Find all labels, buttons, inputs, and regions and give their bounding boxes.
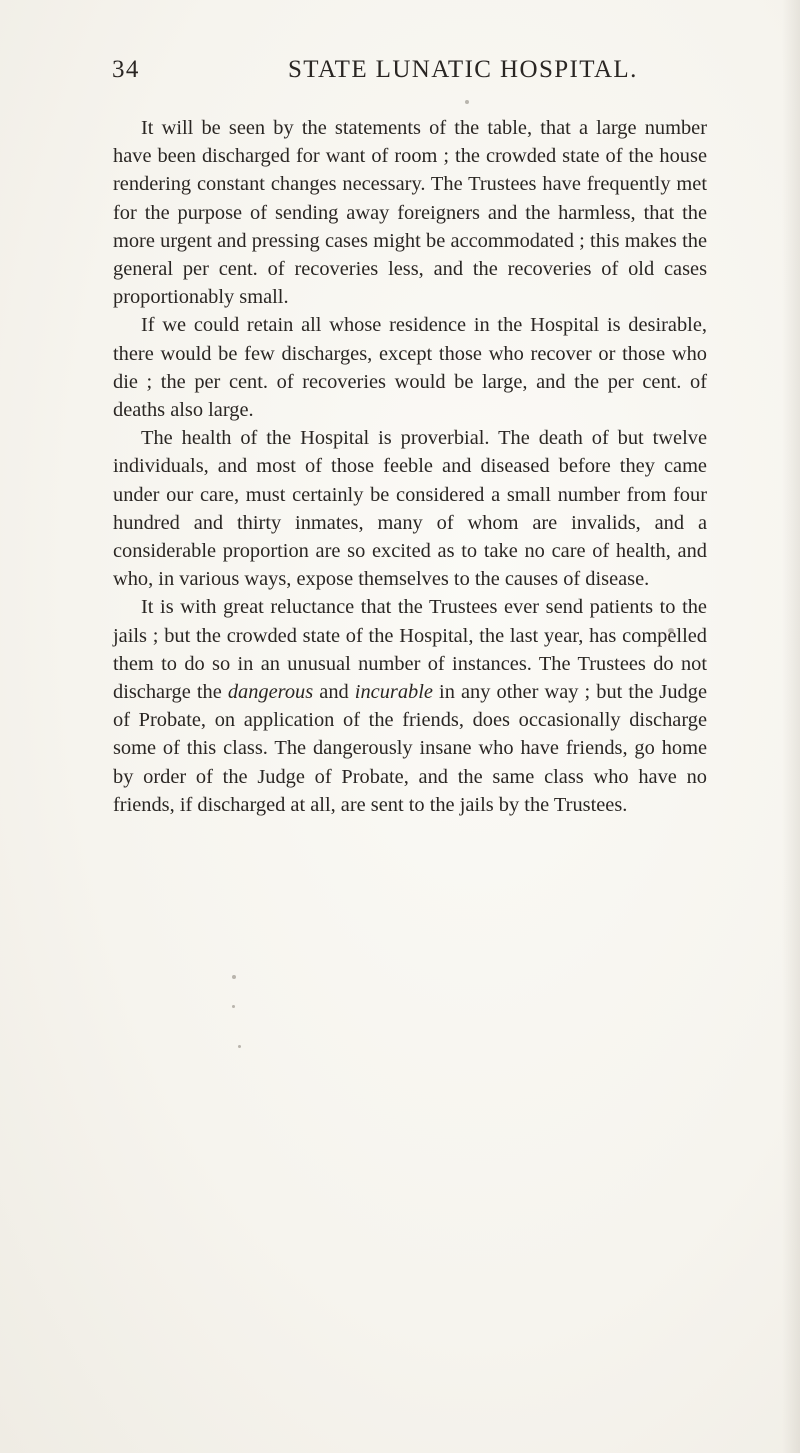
speck <box>668 628 674 633</box>
italic-dangerous: dangerous <box>227 681 314 704</box>
paragraph-jails-text-1: It is with great reluctance that the Trustees ever send patients to the jails ; but the crowded state of the Hospital, the last year, has compelled them to do so in an unusual number of instances. The Trustees do not discharge the <box>113 596 707 704</box>
body-text <box>113 114 707 819</box>
speck <box>465 100 469 104</box>
page-header <box>112 56 712 96</box>
running-title: STATE LUNATIC HOSPITAL. <box>288 56 638 83</box>
paragraph-retention: If we could retain all whose residence in the Hospital is desirable, there would be few discharges, except those who recover or those who die ; the per cent. of recoveries would be large, and the per cent. of deaths also large. <box>113 314 707 422</box>
paragraph-health: The health of the Hospital is proverbial. The death of but twelve individuals, and most of those feeble and diseased before they came under our care, must certainly be considered a small number from four hundred and thirty inmates, many of whom are invalids, and a considerable proportion are so excited as to take no care of health, and who, in various ways, expose themselves to the causes of disease. <box>113 427 707 591</box>
speck <box>232 1005 235 1008</box>
paragraph-jails-text-2: and <box>313 681 355 704</box>
page-number: 34 <box>112 56 140 83</box>
paragraph-jails-text-3: in any other way ; but the Judge of Probate, on application of the friends, does occasionally discharge some of this class. The dangerously insane who have friends, go home by order of the Judge of Probate, and the same class who have no friends, if discharged at all, are sent to the jails by the Trustees. <box>113 681 707 816</box>
paragraph-jails <box>113 593 707 819</box>
page-edge-shadow <box>782 0 800 1453</box>
speck <box>238 1045 241 1048</box>
speck <box>232 975 236 979</box>
paragraph-discharges: It will be seen by the statements of the table, that a large number have been discharged for want of room ; the crowded state of the house rendering constant changes necessary. The Trustees have frequently met for the purpose of sending away foreigners and the harmless, that the more urgent and pressing cases might be accommodated ; this makes the general per cent. of recoveries less, and the recoveries of old cases proportionably small. <box>113 117 707 309</box>
italic-incurable: incurable <box>354 681 433 704</box>
